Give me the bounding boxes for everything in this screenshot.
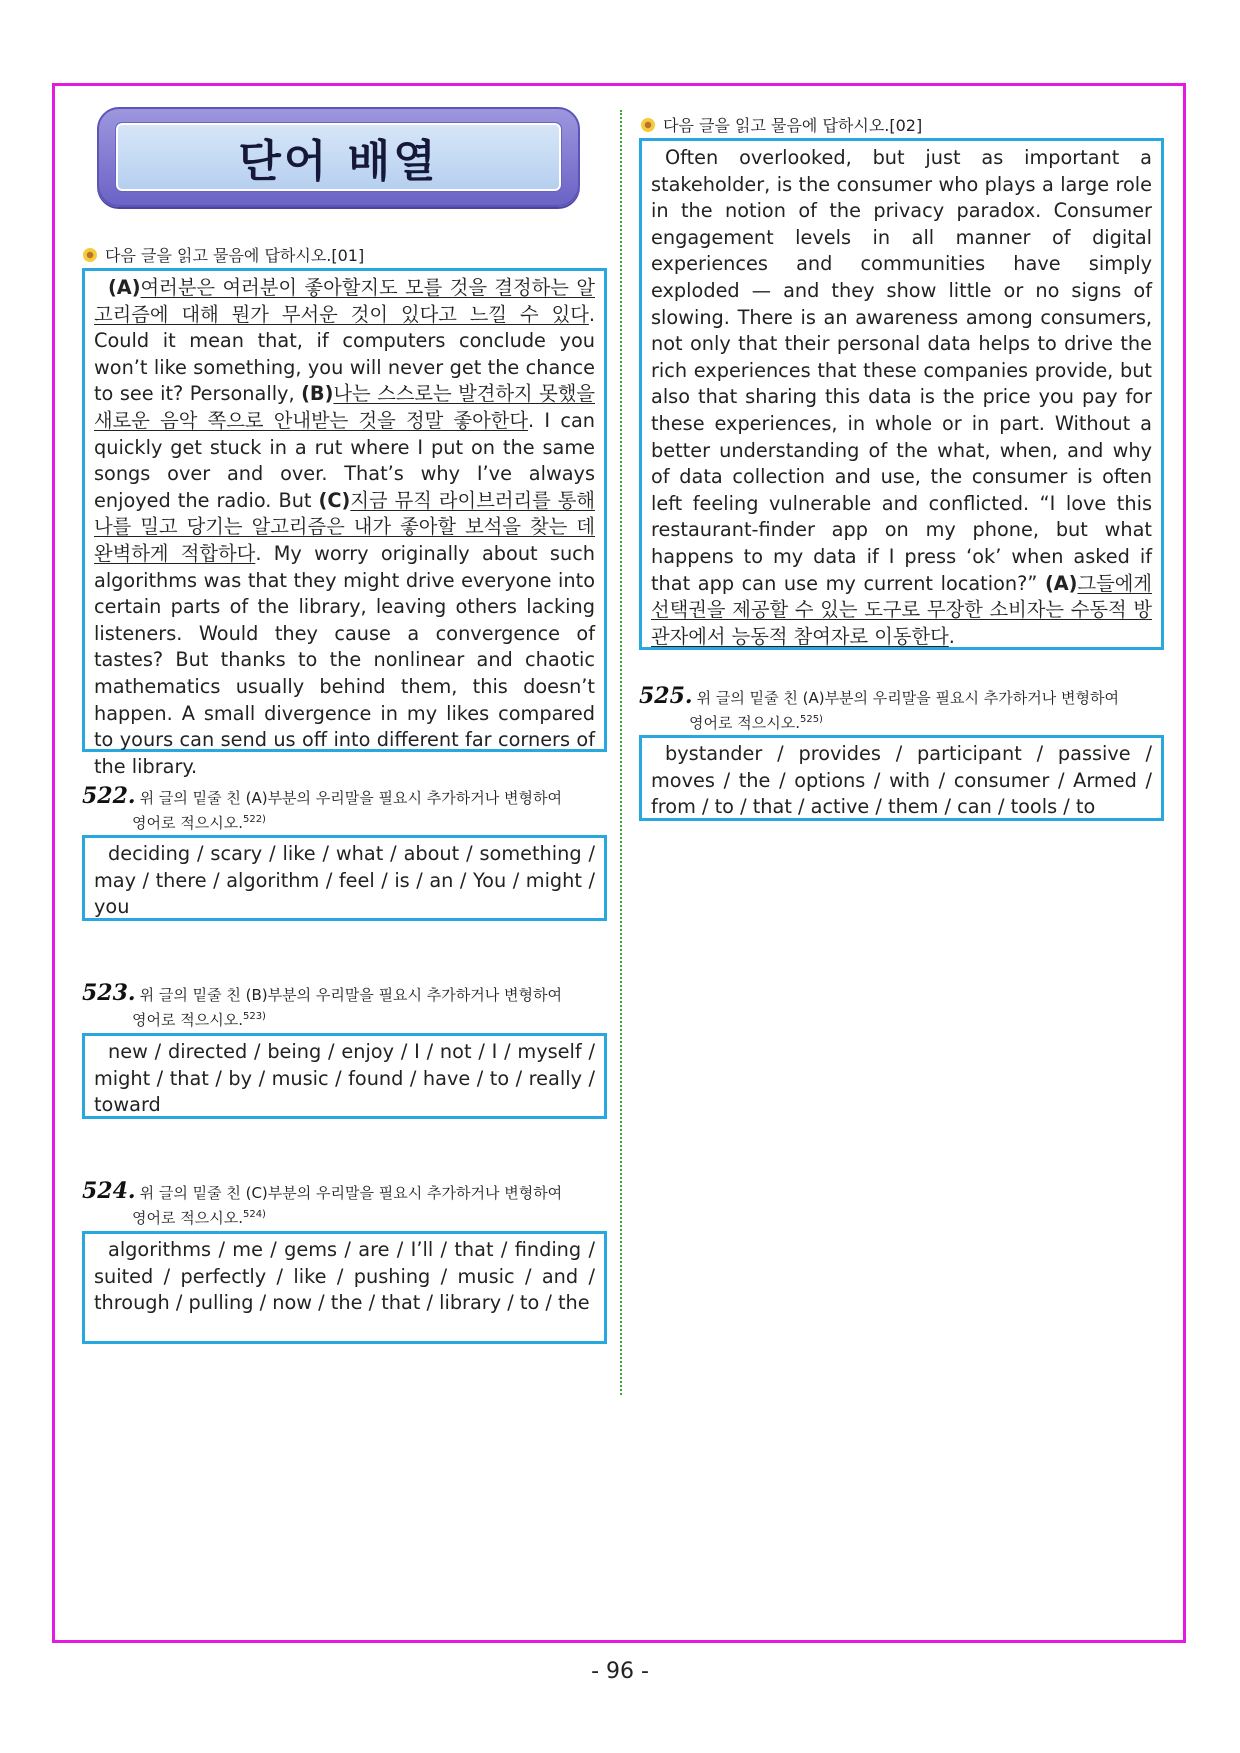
- question-522: [82, 785, 612, 834]
- passage-text: . I can quickly get stuck in a rut where I put on the same songs over and over. That’s why I’ve always enjoyed the radio. But: [94, 408, 595, 512]
- answer-box-524: [82, 1231, 607, 1344]
- section-heading-text: 다음 글을 읽고 물음에 답하시오.[02]: [663, 116, 923, 135]
- question-number: 525.: [639, 683, 693, 709]
- section-heading-text: 다음 글을 읽고 물음에 답하시오.[01]: [105, 246, 365, 265]
- marker-a: (A): [1044, 571, 1078, 595]
- question-text: 영어로 적으시오.: [132, 1209, 243, 1227]
- question-text: 위 글의 밑줄 친 (A)부분의 우리말을 필요시 추가하거나 변형하여: [696, 689, 1119, 707]
- footnote-ref: 522): [242, 814, 266, 825]
- passage-01: [82, 268, 607, 778]
- answer-box-523: [82, 1033, 607, 1119]
- question-text: 영어로 적으시오.: [132, 1011, 243, 1029]
- question-523: [82, 982, 612, 1031]
- flower-icon: [640, 117, 656, 133]
- question-525: [639, 685, 1169, 734]
- passage-text: . Could it mean that, if computers conclude you won’t like something, you will never get the chance to see it? Personally,: [94, 302, 595, 406]
- question-text: 위 글의 밑줄 친 (A)부분의 우리말을 필요시 추가하거나 변형하여: [139, 789, 562, 807]
- question-524: [82, 1180, 612, 1229]
- question-text: 위 글의 밑줄 친 (B)부분의 우리말을 필요시 추가하거나 변형하여: [139, 986, 562, 1004]
- page-title: 단어 배열: [238, 136, 439, 187]
- word-bank: new / directed / being / enjoy / I / not / I / myself / might / that / by / music / found / have / to / really / toward: [94, 1040, 595, 1117]
- question-text: 영어로 적으시오.: [689, 714, 800, 732]
- underlined-korean-b: 나는 스스로는 발견하지 못했을 새로운 음악 쪽으로 안내받는 것을 정말 좋아한다: [94, 382, 595, 432]
- flower-icon: [82, 247, 98, 263]
- passage-text: Often overlooked, but just as important a stakeholder, is the consumer who plays a large role in the notion of the privacy paradox. Consumer engagement levels in all manner of digital experiences and communities have simply exploded — and they show little or no signs of slowing. There is an awareness among consumers, not only that their personal data helps to drive the rich experiences that these companies provide, but also that sharing this data is the price you pay for these experiences, in whole or in part. Without a better understanding of the what, when, and why of data collection and use, the consumer is often left feeling vulnerable and conflicted. “I love this restaurant-finder app on my phone, but what happens to my data if I press ‘ok’ when asked if that app can use my current location?”: [651, 146, 1152, 595]
- passage-02: [639, 138, 1164, 650]
- marker-c: (C): [318, 488, 351, 512]
- footnote-ref: 523): [242, 1011, 266, 1022]
- word-bank: algorithms / me / gems / are / I’ll / that / finding / suited / perfectly / like / pushing / music / and / through / pulling / now / the / that / library / to / the: [94, 1238, 595, 1315]
- question-number: 524.: [82, 1178, 136, 1204]
- question-text: 영어로 적으시오.: [132, 814, 243, 832]
- answer-box-525: [639, 735, 1164, 821]
- word-bank: bystander / provides / participant / passive / moves / the / options / with / consumer / Armed / from / to / that / active / them / can / tools / to: [651, 742, 1152, 819]
- word-bank: deciding / scary / like / what / about / something / may / there / algorithm / feel / is / an / You / might / you: [94, 842, 595, 919]
- passage-text: . My worry originally about such algorithms was that they might drive everyone into certain parts of the library, leaving others lacking listeners. Would they cause a convergence of tastes? But thanks to the nonlinear and chaotic mathematics usually behind them, this doesn’t happen. A small divergence in my likes compared to yours can send us off into different far corners of the library.: [94, 541, 595, 778]
- underlined-korean-c: 지금 뮤직 라이브러리를 통해 나를 밀고 당기는 알고리즘은 내가 좋아할 보석을 찾는 데 완벽하게 적합하다: [94, 488, 595, 565]
- marker-a: (A): [108, 276, 141, 299]
- footnote-ref: 525): [799, 714, 823, 725]
- marker-b: (B): [301, 382, 334, 406]
- underlined-korean-a: 그들에게 선택권을 제공할 수 있는 도구로 무장한 소비자는 수동적 방관자에서 능동적 참여자로 이동한다: [651, 571, 1152, 648]
- question-number: 522.: [82, 783, 136, 809]
- section-heading-01: [82, 243, 364, 266]
- question-number: 523.: [82, 980, 136, 1006]
- section-heading-02: [640, 113, 922, 136]
- column-divider: [620, 110, 622, 1395]
- underlined-korean-a: 여러분은 여러분이 좋아할지도 모를 것을 결정하는 알고리즘에 대해 뭔가 무서운 것이 있다고 느낄 수 있다: [94, 276, 595, 326]
- passage-text: .: [948, 624, 955, 648]
- question-text: 위 글의 밑줄 친 (C)부분의 우리말을 필요시 추가하거나 변형하여: [139, 1184, 563, 1202]
- title-badge: [116, 123, 561, 191]
- footnote-ref: 524): [242, 1209, 266, 1220]
- answer-box-522: [82, 835, 607, 921]
- page-number: - 96 -: [591, 1659, 649, 1684]
